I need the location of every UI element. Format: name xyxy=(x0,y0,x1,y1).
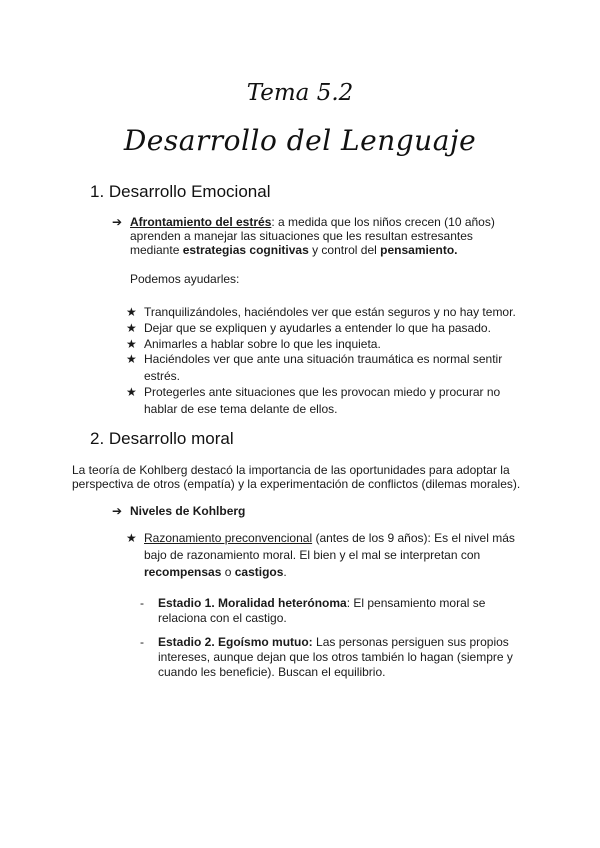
coping-stress-item: ➔ Afrontamiento del estrés: a medida que los niños crecen (10 años) aprenden a manejar las situaciones que les resultan estresantes mediante estrategias cognitivas y control del pensamiento. xyxy=(112,215,495,257)
intro-text: Podemos ayudarles: xyxy=(130,272,240,286)
star-icon: ★ xyxy=(126,385,137,399)
section-heading-emotional: 1. Desarrollo Emocional xyxy=(90,182,271,201)
dash-marker: - xyxy=(140,596,144,610)
star-icon: ★ xyxy=(126,321,137,335)
bullet-item: ★ Animarles a hablar sobre lo que les inquieta. xyxy=(126,337,381,351)
kohlberg-paragraph: La teoría de Kohlberg destacó la importancia de las oportunidades para adoptar la perspectiva de otros (empatía) y la experimentación de conflictos (dilemas morales). xyxy=(72,463,521,491)
coping-stress-line2: aprenden a manejar las situaciones que les resultan estresantes xyxy=(130,229,473,243)
kohlberg-levels-heading: ➔ Niveles de Kohlberg xyxy=(112,504,246,518)
coping-stress-label: Afrontamiento del estrés xyxy=(130,215,272,229)
stage-item: - Estadio 1. Moralidad heterónoma: El pensamiento moral se relaciona con el castigo. xyxy=(140,596,486,625)
coping-stress-text: : a medida que los niños crecen (10 años) xyxy=(271,215,495,229)
bullet-item: ★ Dejar que se expliquen y ayudarles a entender lo que ha pasado. xyxy=(126,321,491,335)
cognitive-strategies-text: estrategias cognitivas xyxy=(182,243,309,257)
topic-number-title: Tema 5.2 xyxy=(246,80,354,106)
dash-marker: - xyxy=(140,635,144,649)
stage-label: Estadio 1. Moralidad heterónoma xyxy=(158,596,347,610)
arrow-icon: ➔ xyxy=(112,504,123,518)
punishments-text: castigos xyxy=(234,565,284,579)
rewards-text: recompensas xyxy=(144,565,222,579)
preconventional-item: ★ Razonamiento preconvencional (antes de los 9 años): Es el nivel más bajo de razonamiento moral. El bien y el mal se interpretan con recompensas o castigos. xyxy=(126,531,515,579)
stage-item: - Estadio 2. Egoísmo mutuo: Las personas persiguen sus propios intereses, aunque dejan que los otros también lo hagan (siempre y cuando les beneficie). Buscan el equilibrio. xyxy=(140,635,513,679)
stage-label: Estadio 2. Egoísmo mutuo: xyxy=(158,635,313,649)
thinking-text: pensamiento. xyxy=(380,243,458,257)
topic-main-title: Desarrollo del Lenguaje xyxy=(123,124,477,157)
star-icon: ★ xyxy=(126,337,137,351)
preconventional-label: Razonamiento preconvencional xyxy=(144,531,313,545)
star-icon: ★ xyxy=(126,352,137,366)
bullet-item: ★ Protegerles ante situaciones que les provocan miedo y procurar no hablar de ese tema delante de ellos. xyxy=(126,385,501,416)
bullet-item: ★ Tranquilizándoles, haciéndoles ver que están seguros y no hay temor. xyxy=(126,305,516,319)
bullet-item: ★ Haciéndoles ver que ante una situación traumática es normal sentir estrés. xyxy=(126,352,503,383)
star-icon: ★ xyxy=(126,305,137,319)
section-heading-moral: 2. Desarrollo moral xyxy=(90,429,234,448)
arrow-icon: ➔ xyxy=(112,215,123,229)
star-icon: ★ xyxy=(126,531,137,545)
